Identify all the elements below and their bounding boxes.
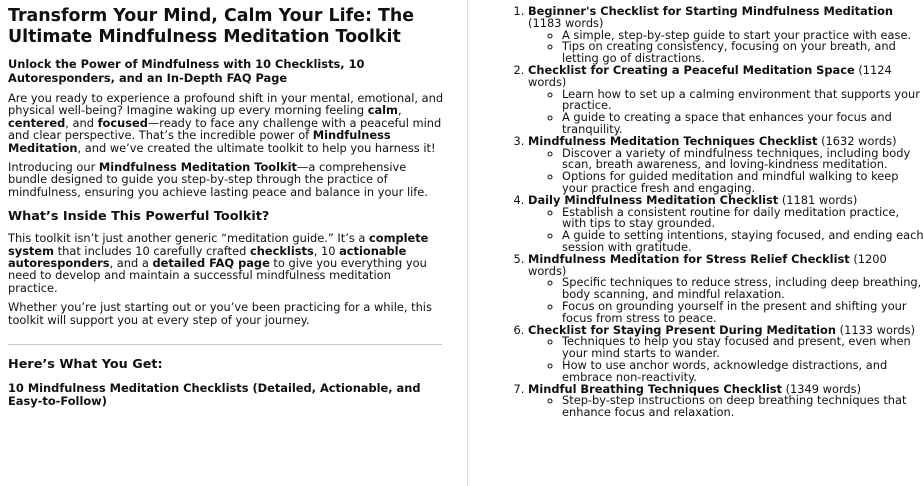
toolkit-intro-paragraph <box>8 161 444 198</box>
text-run: , and a <box>109 256 153 271</box>
checklist-item-title: Checklist for Staying Present During Meditation <box>528 322 836 337</box>
checklist-item-title: Beginner's Checklist for Starting Mindfulness Meditation <box>528 4 894 18</box>
checklist-bullet: ◦ Options for guided meditation and mindful walking to keep your practice fresh and engaging. <box>562 171 924 195</box>
checklist-bullet: ◦ Focus on grounding yourself in the present and shifting your focus from stress to peace. <box>562 301 924 325</box>
checklist-item <box>528 192 924 254</box>
bold-text: actionable autoresponders <box>8 243 407 271</box>
checklist-bullet: ◦ A guide to creating a space that enhances your focus and tranquility. <box>562 112 924 136</box>
bold-text: complete system <box>8 231 429 258</box>
text-run: to give you everything you need to develop and maintain a successful mindfulness meditation practice. <box>8 256 427 295</box>
checklist-bullet: ◦ A guide to setting intentions, staying focused, and ending each session with gratitude. <box>562 230 924 254</box>
heading-what-you-get: Here’s What You Get: <box>8 357 163 373</box>
checklist-item-word-count: (1632 words) <box>821 133 897 148</box>
left-column <box>8 6 444 407</box>
toolkit-description-paragraph <box>8 232 444 294</box>
checklist-item-title: Daily Mindfulness Meditation Checklist <box>528 192 779 207</box>
text-run: This toolkit isn’t just another generic “meditation guide.” It’s a <box>8 231 369 246</box>
bold-text: Mindfulness Meditation Toolkit <box>98 160 297 175</box>
journey-paragraph: Whether you’re just starting out or you’ve been practicing for a while, this toolkit will support you at every step of your journey. <box>8 300 432 327</box>
checklist-item-title: Mindfulness Meditation Techniques Checklist <box>528 133 818 148</box>
subtitle: Unlock the Power of Mindfulness with 10 Checklists, 10 Autoresponders, and an In-Depth FAQ Page <box>8 57 365 85</box>
checklist-bullet: ◦ How to use anchor words, acknowledge distractions, and embrace non-reactivity. <box>562 360 924 384</box>
checklist-bullet: ◦ Specific techniques to reduce stress, including deep breathing, body scanning, and mindful relaxation. <box>562 277 924 301</box>
text-run: Are you ready to experience a profound shift in your mental, emotional, and physical well-being? Imagine waking up every morning feeling <box>8 91 444 118</box>
checklist-bullet: ◦ Step-by-step instructions on deep breathing techniques that enhance focus and relaxation. <box>562 395 924 419</box>
checklist-list <box>506 6 924 419</box>
checklist-item-title: Mindfulness Meditation for Stress Relief Checklist <box>528 251 850 266</box>
checklist-item-word-count: (1133 words) <box>839 322 916 337</box>
section-divider <box>8 344 442 345</box>
text-run: —a comprehensive bundle designed to guide you step-by-step through the practice of mindfulness, ensuring you achieve lasting peace and balance in your life. <box>8 160 428 199</box>
checklist-item <box>528 62 924 136</box>
text-run: , 10 <box>313 243 340 258</box>
checklist-bullet: ◦ A simple, step-by-step guide to start your practice with ease. <box>562 30 924 42</box>
text-run: —ready to face any challenge with a peaceful mind and clear perspective. That’s the incredible power of <box>8 115 442 143</box>
page-title: Transform Your Mind, Calm Your Life: The Ultimate Mindfulness Meditation Toolkit <box>8 6 415 47</box>
bold-text: focused <box>97 115 148 130</box>
bold-text: centered <box>8 115 66 130</box>
checklist-item-bullets <box>528 145 924 195</box>
checklist-item-bullets <box>528 336 924 383</box>
text-run: Introducing our <box>8 160 99 175</box>
checklist-item <box>528 381 924 420</box>
checklist-item-title: Checklist for Creating a Peaceful Meditation Space <box>528 62 855 77</box>
checklist-bullet: ◦ Establish a consistent routine for daily meditation practice, with tips to stay grounded. <box>562 207 924 231</box>
checklist-item <box>528 322 924 384</box>
intro-paragraph <box>8 92 444 154</box>
text-run: , <box>397 103 402 118</box>
checklist-item-title: Mindful Breathing Techniques Checklist <box>528 381 782 396</box>
checklist-item-word-count: (1183 words) <box>528 15 604 30</box>
bold-text: checklists <box>250 243 314 258</box>
checklist-item-bullets <box>528 277 924 324</box>
heading-whats-inside: What’s Inside This Powerful Toolkit? <box>8 209 270 225</box>
checklist-item-bullets <box>528 86 924 136</box>
text-run: , and <box>65 115 98 130</box>
checklist-bullet: ◦ Discover a variety of mindfulness techniques, including body scan, breath awareness, and loving-kindness meditation. <box>562 148 924 172</box>
heading-checklists: 10 Mindfulness Meditation Checklists (Detailed, Actionable, and Easy-to-Follow) <box>8 381 421 408</box>
checklist-item <box>528 133 924 195</box>
checklist-item <box>528 251 924 325</box>
text-run: , and we’ve created the ultimate toolkit to help you harness it! <box>77 140 436 155</box>
checklist-item-bullets <box>528 27 924 66</box>
checklist-item-word-count: (1349 words) <box>785 381 862 396</box>
right-column <box>506 6 924 419</box>
text-run: that includes 10 carefully crafted <box>54 243 251 258</box>
checklist-item-word-count: (1181 words) <box>781 192 858 207</box>
checklist-bullet: ◦ Tips on creating consistency, focusing on your breath, and letting go of distractions. <box>562 41 924 65</box>
checklist-item-bullets <box>528 204 924 254</box>
checklist-item-word-count: (1124 words) <box>528 62 892 89</box>
bold-text: calm <box>367 103 398 118</box>
bold-text: detailed FAQ page <box>152 256 270 271</box>
column-divider <box>467 0 468 486</box>
checklist-bullet: ◦ Learn how to set up a calming environment that supports your practice. <box>562 89 924 113</box>
checklist-item-bullets <box>528 395 924 419</box>
checklist-item <box>528 6 924 65</box>
checklist-item-word-count: (1200 words) <box>528 251 887 278</box>
bold-text: Mindfulness Meditation <box>8 128 391 155</box>
checklist-bullet: ◦ Techniques to help you stay focused and present, even when your mind starts to wander. <box>562 336 924 360</box>
